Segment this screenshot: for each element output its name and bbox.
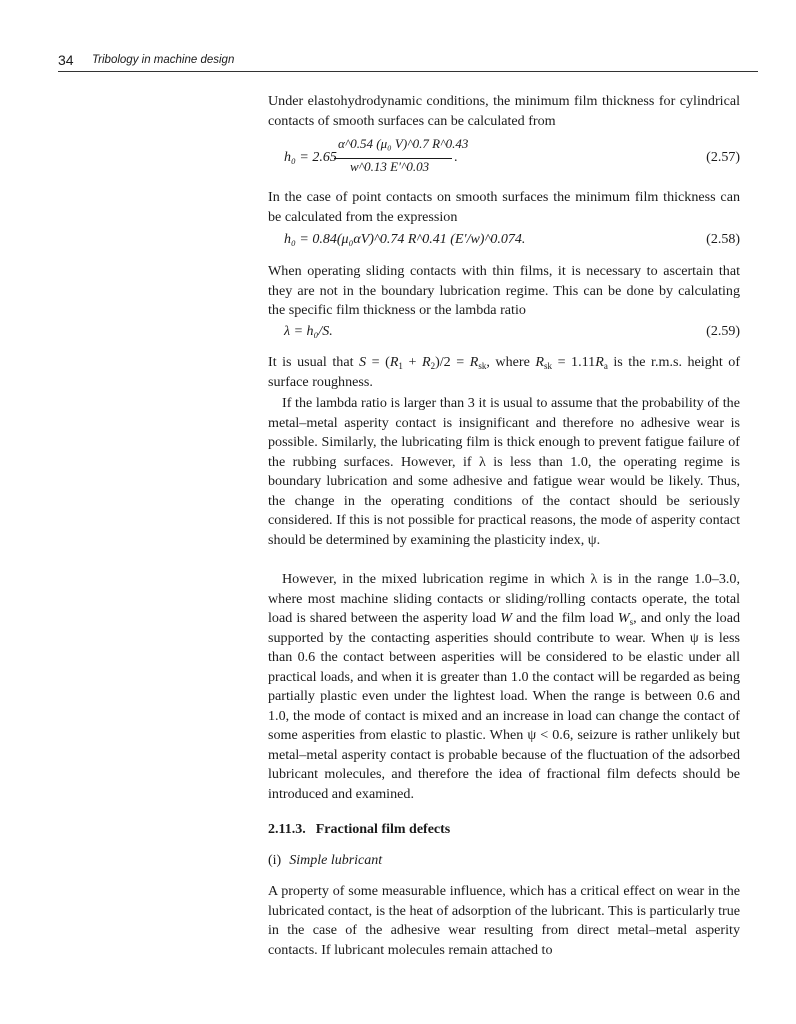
page-number: 34 bbox=[58, 52, 74, 68]
equation-2-59-expression: λ = h₀/S. bbox=[284, 324, 333, 339]
equation-2-57 bbox=[268, 136, 740, 182]
page-header bbox=[58, 52, 758, 72]
paragraph-text: A property of some measurable influence, which has a critical effect on wear in the lubricated contact, is the heat of adsorption of the lubricant. This is particularly true in the case of the adhesive wear resulting from direct metal–metal asperity contacts. If lubricant molecules remain attached to bbox=[268, 883, 740, 958]
paragraph-text: Under elastohydrodynamic conditions, the minimum film thickness for cylindrical contacts of smooth surfaces can be calculated from bbox=[268, 93, 740, 129]
equation-2-58 bbox=[268, 232, 740, 254]
paragraph-text: It is usual that $S = (R_1 + R_2)/2 = R_{sk}$, where $R_{sk} = 1.11R_a$ is the r.m.s. height of surface roughness. bbox=[268, 354, 741, 390]
equation-2-59-number: (2.59) bbox=[706, 324, 740, 339]
equation-2-57-lhs: h₀ = 2.65 bbox=[284, 150, 337, 165]
section-title: Fractional film defects bbox=[315, 822, 451, 837]
equation-2-57-period: . bbox=[454, 150, 458, 165]
equation-2-57-body bbox=[284, 136, 514, 180]
paragraph-6 bbox=[268, 570, 740, 804]
paragraph-4 bbox=[268, 353, 740, 392]
paragraph-text: When operating sliding contacts with thin films, it is necessary to ascertain that they are not in the boundary lubrication regime. This can be done by calculating the specific film thickness or the lambda ratio bbox=[268, 263, 740, 318]
paragraph-text: However, in the mixed lubrication regime in which λ is in the range 1.0–3.0, where most machine sliding contacts or sliding/rolling contacts operate, the total load is shared between the asperity load W and the film load $W_s$, and only the load supported by the contacting asperities should contribute to wear. When ψ is less than 0.6 the contact between asperities will be considered to be elastic under all practical loads, and when it is greater than 1.0 the contact will be regarded as being partially plastic even under the lightest load. When the range is between 0.6 and 1.0, the mode of contact is mixed and an increase in load can change the contact of some asperities from elastic to plastic. When ψ < 0.6, seizure is rather unlikely but metal–metal asperity contact is probable because of the fluctuation of the adsorbed lubricant molecules, and therefore the idea of fractional film defects should be introduced and examined. bbox=[268, 571, 741, 802]
paragraph-1 bbox=[268, 92, 740, 131]
asperity-load-symbol: W bbox=[500, 610, 513, 626]
paragraph-3 bbox=[268, 262, 740, 321]
paragraph-text: In the case of point contacts on smooth surfaces the minimum film thickness can be calculated from the expression bbox=[268, 189, 740, 225]
paragraph-2 bbox=[268, 188, 740, 227]
subsection-title: Simple lubricant bbox=[289, 853, 383, 868]
header-rule bbox=[58, 71, 758, 72]
equation-2-58-expression: h₀ = 0.84(μ₀αV)^0.74 R^0.41 (E′/w)^0.074. bbox=[284, 232, 526, 247]
section-number: 2.11.3. bbox=[268, 822, 306, 837]
roughness-formula: S bbox=[359, 354, 367, 370]
paragraph-text: If the lambda ratio is larger than 3 it is usual to assume that the probability of the metal–metal asperity contact is insignificant and therefore no adhesive wear is possible. Similarly, the lubricating film is thick enough to prevent fatigue failure of the rubbing surfaces. However, if λ is less than 1.0, the operating regime is boundary lubrication and some adhesive and fatigue wear would be likely. Thus, the change in the operating conditions of the contact should be seriously considered. If this is not possible for practical reasons, the mode of asperity contact should be determined by examining the plasticity index, ψ. bbox=[268, 395, 740, 548]
paragraph-7 bbox=[268, 882, 740, 960]
equation-2-57-number: (2.57) bbox=[706, 150, 740, 165]
equation-2-57-numerator: α^0.54 (μ₀ V)^0.7 R^0.43 bbox=[338, 136, 469, 151]
subsection-number: (i) bbox=[268, 853, 282, 868]
equation-2-57-denominator: w^0.13 E′^0.03 bbox=[350, 159, 430, 174]
film-load-symbol: W bbox=[617, 610, 630, 626]
section-heading bbox=[268, 822, 450, 838]
running-title: Tribology in machine design bbox=[92, 54, 235, 66]
subsection-heading bbox=[268, 853, 382, 869]
equation-2-58-number: (2.58) bbox=[706, 232, 740, 247]
paragraph-5 bbox=[268, 394, 740, 550]
equation-2-59 bbox=[268, 324, 740, 346]
